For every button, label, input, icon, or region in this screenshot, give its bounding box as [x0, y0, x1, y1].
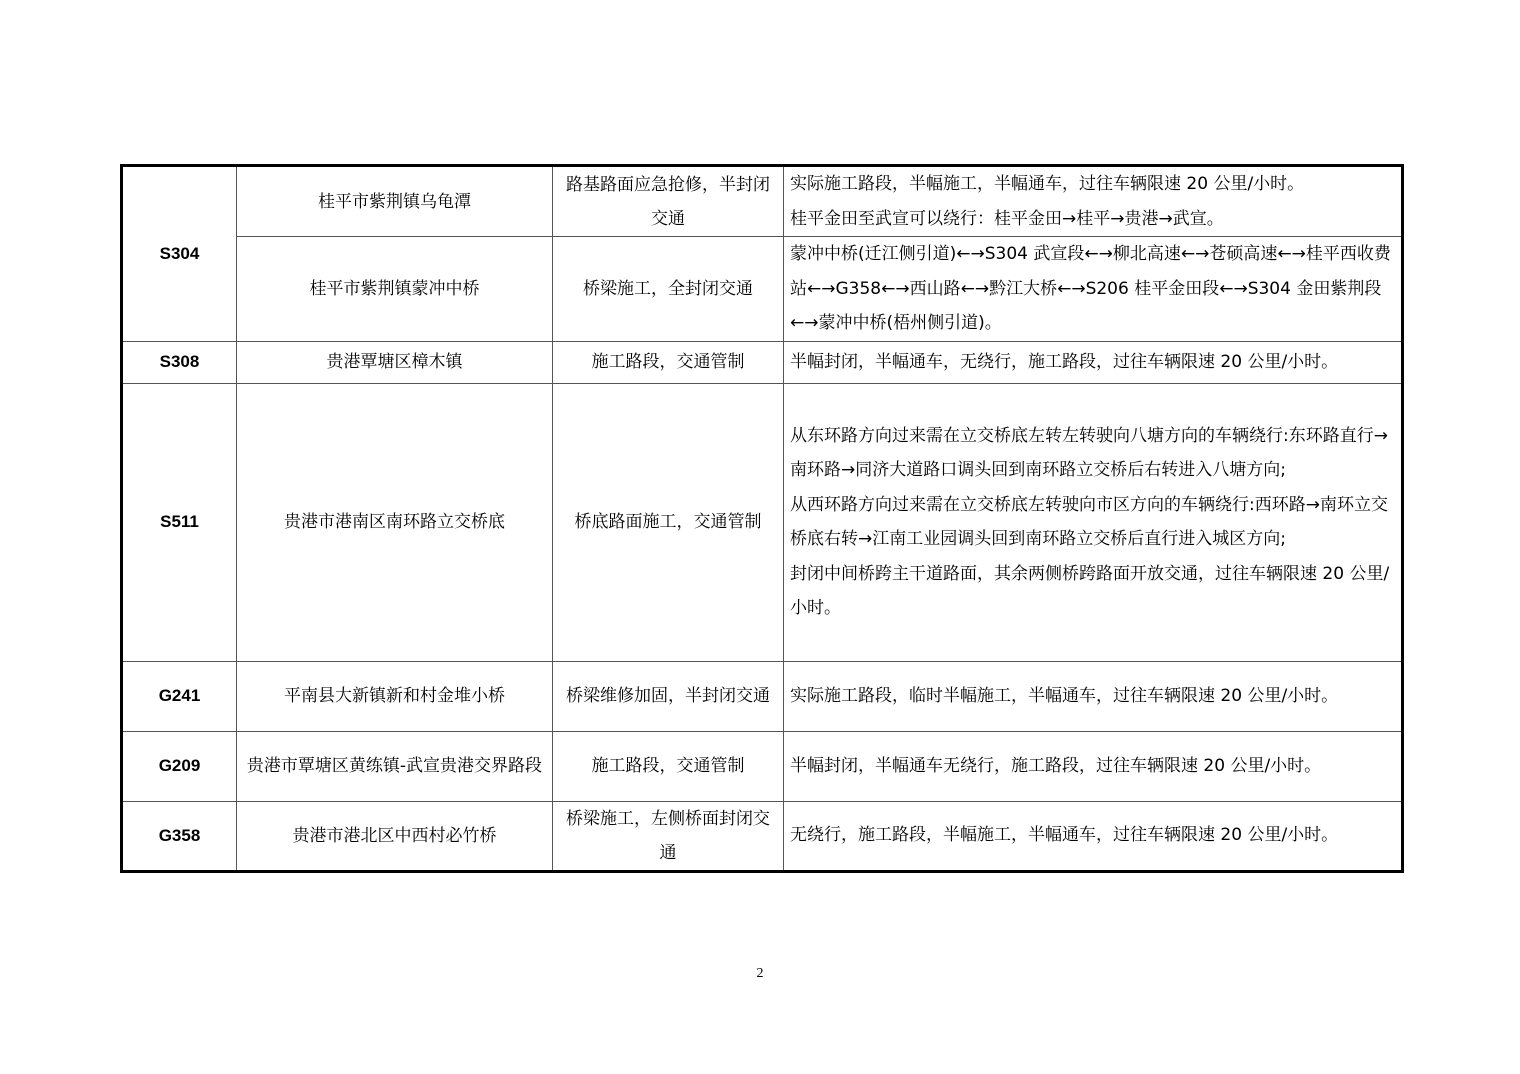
note-line: 实际施工路段，半幅施工，半幅通车，过往车辆限速 20 公里/小时。: [790, 174, 1305, 194]
location-cell: 桂平市紫荆镇蒙冲中桥: [237, 237, 553, 342]
note-line: 实际施工路段，临时半幅施工，半幅通车，过往车辆限速 20 公里/小时。: [790, 685, 1339, 706]
road-code-cell: S511: [122, 383, 237, 661]
location-cell: 贵港市港南区南环路立交桥底: [237, 383, 553, 661]
control-type-cell: 桥梁施工，左侧桥面封闭交通: [553, 801, 784, 871]
note-line: 蒙冲中桥(迁江侧引道)←→S304 武宣段←→柳北高速←→苍硕高速←→桂平西收费站←→G358←→西山路←→黔江大桥←→S206 桂平金田段←→S304 金田紫荆段←→蒙冲中桥(梧州侧引道)。: [790, 244, 1391, 333]
table-row: [122, 166, 1403, 237]
note-line: 封闭中间桥跨主干道路面，其余两侧桥跨路面开放交通，过往车辆限速 20 公里/小时。: [790, 563, 1390, 618]
control-type-cell: 施工路段，交通管制: [553, 731, 784, 801]
table-row: [122, 237, 1403, 342]
road-code-cell: G241: [122, 661, 237, 731]
note-line: 桂平金田至武宣可以绕行：桂平金田→桂平→贵港→武宣。: [790, 208, 1224, 229]
road-code-cell: G358: [122, 801, 237, 871]
location-cell: 贵港覃塘区樟木镇: [237, 341, 553, 383]
control-type-cell: 路基路面应急抢修，半封闭交通: [553, 166, 784, 237]
notes-cell: [784, 341, 1403, 383]
notes-cell: [784, 731, 1403, 801]
note-line: 半幅封闭，半幅通车无绕行，施工路段，过往车辆限速 20 公里/小时。: [790, 755, 1322, 776]
notes-cell: [784, 383, 1403, 661]
note-line: 从东环路方向过来需在立交桥底左转左转驶向八塘方向的车辆绕行:东环路直行→南环路→同济大道路口调头回到南环路立交桥后右转进入八塘方向;: [790, 425, 1388, 480]
control-type-cell: 桥梁施工，全封闭交通: [553, 237, 784, 342]
road-control-table: [120, 164, 1404, 873]
note-line: 半幅封闭，半幅通车，无绕行，施工路段，过往车辆限速 20 公里/小时。: [790, 351, 1339, 372]
table-row: [122, 801, 1403, 871]
note-line: 无绕行，施工路段，半幅施工，半幅通车，过往车辆限速 20 公里/小时。: [790, 825, 1339, 846]
control-type-cell: 桥底路面施工，交通管制: [553, 383, 784, 661]
table-row: [122, 341, 1403, 383]
notes-cell: [784, 661, 1403, 731]
control-type-cell: 施工路段，交通管制: [553, 341, 784, 383]
note-line: 从西环路方向过来需在立交桥底左转驶向市区方向的车辆绕行:西环路→南环立交桥底右转→江南工业园调头回到南环路立交桥后直行进入城区方向;: [790, 494, 1388, 549]
location-cell: 平南县大新镇新和村金堆小桥: [237, 661, 553, 731]
notes-cell: [784, 166, 1403, 237]
location-cell: 桂平市紫荆镇乌龟潭: [237, 166, 553, 237]
road-code-cell: S304: [122, 166, 237, 342]
table-row: [122, 731, 1403, 801]
notes-cell: [784, 801, 1403, 871]
table-row: [122, 383, 1403, 661]
location-cell: 贵港市港北区中西村必竹桥: [237, 801, 553, 871]
location-cell: 贵港市覃塘区黄练镇-武宣贵港交界路段: [237, 731, 553, 801]
road-code-cell: G209: [122, 731, 237, 801]
table-row: [122, 661, 1403, 731]
notes-cell: [784, 237, 1403, 342]
page-number: 2: [756, 966, 764, 981]
control-type-cell: 桥梁维修加固，半封闭交通: [553, 661, 784, 731]
road-code-cell: S308: [122, 341, 237, 383]
